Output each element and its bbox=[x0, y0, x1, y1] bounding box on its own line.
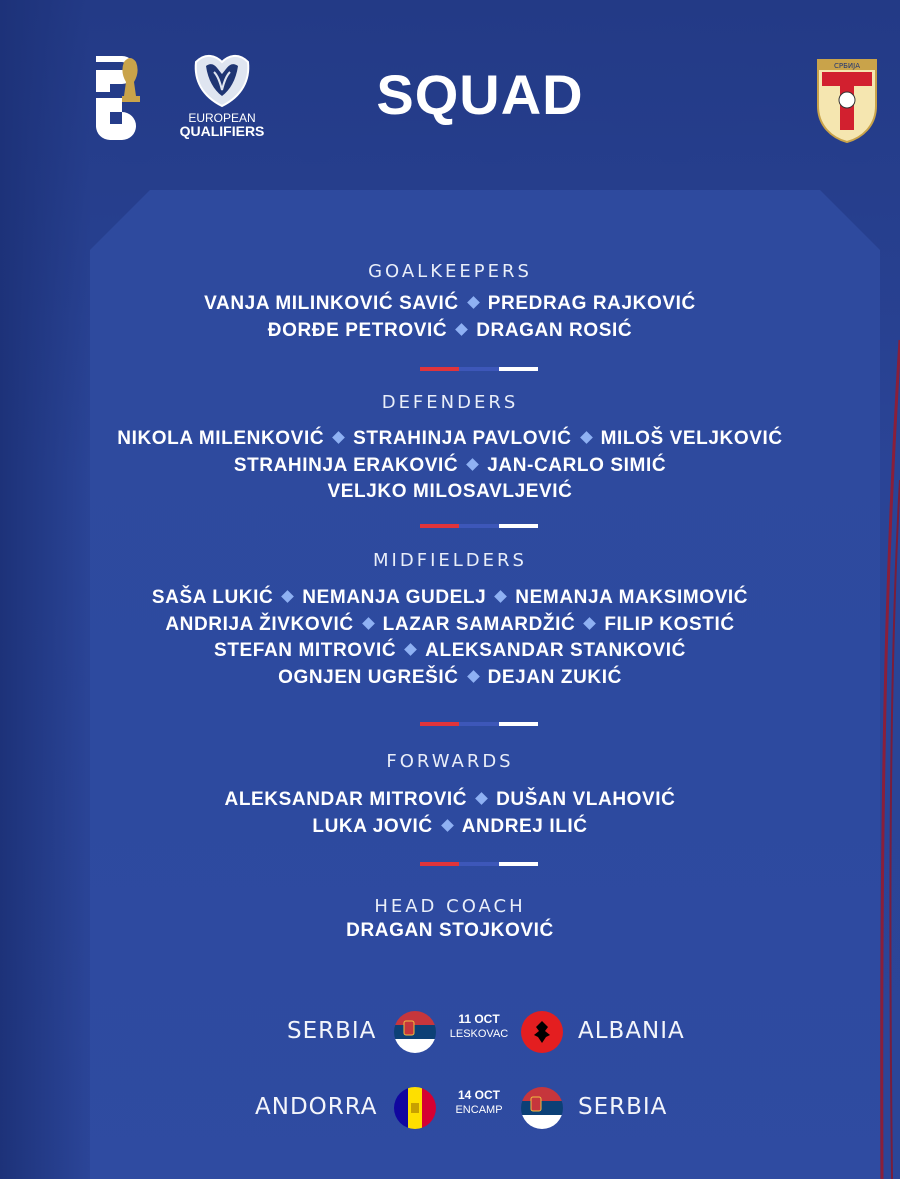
tricolor-divider bbox=[420, 524, 538, 528]
player-line bbox=[0, 291, 900, 318]
player-name: STRAHINJA ERAKOVIĆ bbox=[233, 454, 459, 476]
fixture-row bbox=[0, 1084, 900, 1134]
player-name: VELJKO MILOSAVLJEVIĆ bbox=[327, 481, 573, 502]
section-title: HEAD COACH bbox=[374, 896, 526, 917]
diamond-icon bbox=[441, 819, 454, 832]
player-name: ĐORĐE PETROVIĆ bbox=[267, 319, 448, 341]
player-line bbox=[0, 479, 900, 506]
home-team: SERBIA bbox=[287, 1018, 377, 1044]
player-name: VANJA MILINKOVIĆ SAVIĆ bbox=[204, 293, 459, 314]
player-line bbox=[0, 814, 900, 841]
player-name: MILOŠ VELJKOVIĆ bbox=[600, 428, 783, 449]
player-line bbox=[0, 638, 900, 665]
player-line bbox=[0, 787, 900, 814]
diamond-icon bbox=[475, 792, 488, 805]
player-name: STRAHINJA PAVLOVIĆ bbox=[353, 428, 572, 449]
player-name: DUŠAN VLAHOVIĆ bbox=[496, 789, 676, 810]
player-line bbox=[0, 453, 900, 480]
player-name: NIKOLA MILENKOVIĆ bbox=[117, 428, 325, 449]
diamond-icon bbox=[583, 617, 596, 630]
player-name: PREDRAG RAJKOVIĆ bbox=[487, 293, 696, 314]
player-name: SAŠA LUKIĆ bbox=[151, 587, 274, 608]
diamond-icon bbox=[466, 458, 479, 471]
match-venue: LESKOVAC bbox=[449, 1028, 509, 1040]
match-venue: ENCAMP bbox=[455, 1104, 503, 1116]
diamond-icon bbox=[467, 296, 480, 309]
player-name: LAZAR SAMARDŽIĆ bbox=[382, 613, 576, 635]
eq-line-2: QUALIFIERS bbox=[179, 123, 265, 139]
player-name: DRAGAN ROSIĆ bbox=[476, 319, 633, 341]
diamond-icon bbox=[455, 323, 468, 336]
player-line bbox=[0, 585, 900, 612]
away-team: SERBIA bbox=[578, 1094, 668, 1120]
player-name: ALEKSANDAR STANKOVIĆ bbox=[425, 640, 686, 661]
midfielders-section bbox=[0, 548, 900, 691]
match-date: 11 OCT bbox=[458, 1012, 500, 1026]
section-title: DEFENDERS bbox=[381, 392, 519, 413]
section-title: GOALKEEPERS bbox=[368, 261, 532, 282]
diamond-icon bbox=[362, 617, 375, 630]
player-line bbox=[0, 665, 900, 692]
serbia-flag-icon bbox=[521, 1087, 563, 1129]
player-name: STEFAN MITROVIĆ bbox=[214, 640, 397, 661]
tricolor-divider bbox=[420, 722, 538, 726]
crest-text: СРБИЈА bbox=[833, 62, 861, 70]
player-name: DEJAN ZUKIĆ bbox=[487, 666, 622, 688]
header bbox=[0, 0, 900, 170]
fixture-row bbox=[0, 1008, 900, 1058]
player-name: LUKA JOVIĆ bbox=[312, 815, 433, 837]
player-line bbox=[0, 318, 900, 345]
player-line bbox=[0, 612, 900, 639]
player-name: ALEKSANDAR MITROVIĆ bbox=[224, 789, 468, 810]
section-title: FORWARDS bbox=[386, 751, 514, 772]
away-team: ALBANIA bbox=[578, 1018, 685, 1044]
player-name: NEMANJA GUDELJ bbox=[302, 587, 487, 608]
eq-logo-text bbox=[176, 112, 268, 138]
diamond-icon bbox=[467, 670, 480, 683]
player-name: JAN-CARLO SIMIĆ bbox=[487, 454, 667, 476]
diamond-icon bbox=[404, 643, 417, 656]
diamond-icon bbox=[281, 590, 294, 603]
albania-flag-icon bbox=[521, 1011, 563, 1053]
page-title: SQUAD bbox=[376, 63, 584, 126]
eq-line-1: EUROPEAN bbox=[188, 111, 256, 125]
andorra-flag-icon bbox=[394, 1087, 436, 1129]
player-line bbox=[0, 426, 900, 453]
section-title: MIDFIELDERS bbox=[373, 550, 527, 571]
european-qualifiers-logo bbox=[176, 50, 268, 144]
player-name: ANDRIJA ŽIVKOVIĆ bbox=[165, 613, 354, 635]
goalkeepers-section bbox=[0, 259, 900, 344]
home-team: ANDORRA bbox=[255, 1094, 378, 1120]
serbia-federation-crest bbox=[816, 58, 878, 144]
player-name: NEMANJA MAKSIMOVIĆ bbox=[515, 587, 749, 608]
forwards-section bbox=[0, 749, 900, 840]
player-name: OGNJEN UGREŠIĆ bbox=[278, 666, 459, 688]
player-name: FILIP KOSTIĆ bbox=[604, 613, 735, 635]
tricolor-divider bbox=[420, 367, 538, 371]
diamond-icon bbox=[332, 431, 345, 444]
coach-name: DRAGAN STOJKOVIĆ bbox=[346, 920, 554, 941]
match-date: 14 OCT bbox=[457, 1088, 500, 1102]
diamond-icon bbox=[494, 590, 507, 603]
match-info bbox=[443, 1012, 515, 1042]
player-name: ANDREJ ILIĆ bbox=[461, 815, 588, 837]
serbia-flag-icon bbox=[394, 1011, 436, 1053]
diamond-icon bbox=[580, 431, 593, 444]
head-coach-section bbox=[0, 894, 900, 942]
match-info bbox=[443, 1088, 515, 1118]
trophy-shape-icon bbox=[192, 50, 252, 108]
defenders-section bbox=[0, 390, 900, 506]
fifa-label: FIFA bbox=[104, 124, 126, 135]
tricolor-divider bbox=[420, 862, 538, 866]
